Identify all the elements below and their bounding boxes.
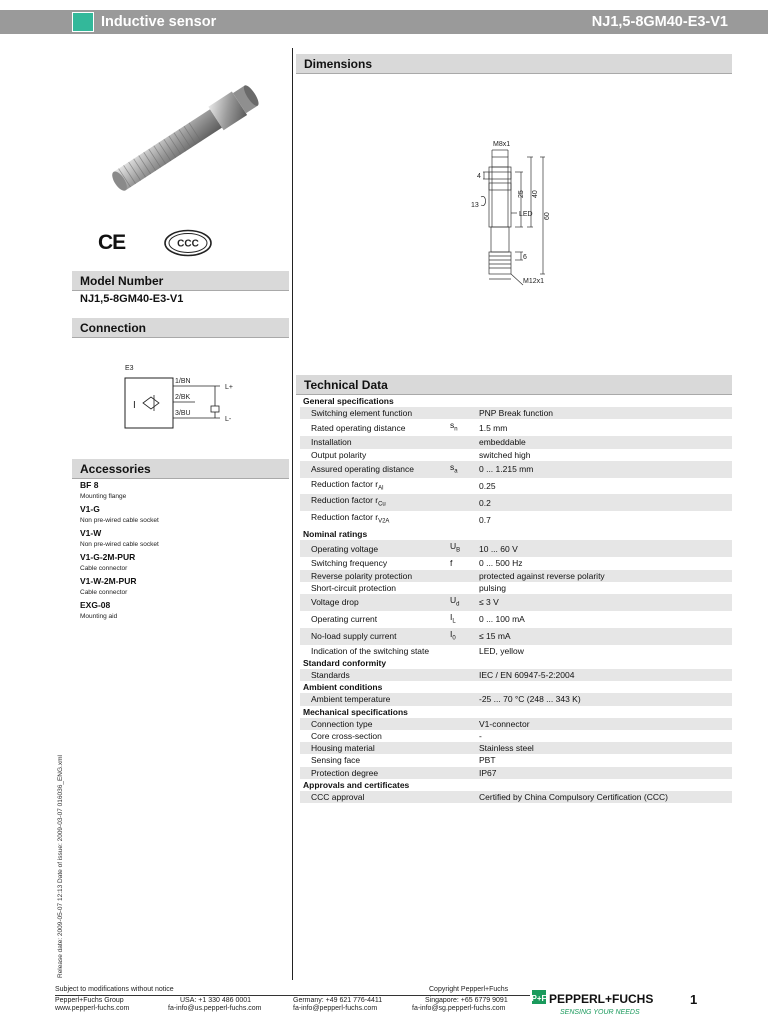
spec-name: Protection degree	[300, 767, 450, 779]
spec-value: -	[479, 731, 482, 742]
svg-text:M8x1: M8x1	[493, 141, 511, 148]
svg-text:40: 40	[532, 190, 539, 198]
footer-notice: Subject to modifications without notice	[55, 986, 174, 993]
spec-symbol: $I_L$	[450, 611, 456, 625]
spec-group-row	[300, 528, 732, 540]
spec-name: No-load supply current	[300, 628, 450, 645]
accessories-heading: Accessories	[72, 459, 289, 479]
spec-row	[300, 419, 732, 436]
spec-name: Housing material	[300, 742, 450, 754]
spec-name: Reduction factor $r_{Al}$	[311, 478, 384, 492]
ce-mark: CE	[98, 231, 126, 254]
svg-text:2/BK: 2/BK	[175, 394, 191, 401]
spec-symbol	[450, 407, 479, 419]
footer-germany-email-link[interactable]: fa-info@pepperl-fuchs.com	[293, 1005, 378, 1012]
dimensions-drawing	[465, 135, 575, 295]
spec-name: Switching element function	[300, 407, 450, 419]
footer-singapore-phone: Singapore: +65 6779 9091	[425, 996, 508, 1004]
spec-name: CCC approval	[300, 791, 450, 803]
spec-value: IP67	[479, 767, 732, 779]
spec-name: Reduction factor $r_{V2A}$	[311, 512, 390, 526]
accessory-item	[80, 600, 159, 622]
accessory-item	[80, 528, 159, 550]
dimensions-heading: Dimensions	[296, 54, 732, 74]
spec-value: Stainless steel	[479, 742, 732, 754]
spec-symbol	[450, 494, 479, 511]
spec-symbol	[450, 791, 479, 803]
spec-value: 0 ... 1.215 mm	[479, 461, 732, 478]
svg-text:6: 6	[523, 254, 527, 261]
spec-value: switched high	[479, 449, 531, 460]
spec-row	[300, 436, 732, 448]
spec-name: Short-circuit protection	[311, 582, 397, 593]
spec-value: Certified by China Compulsory Certification (CCC)	[479, 791, 732, 803]
accessory-name: EXG-08	[80, 600, 111, 610]
spec-name: Standards	[300, 669, 450, 681]
model-number-value: NJ1,5-8GM40-E3-V1	[80, 293, 184, 305]
svg-text:L+: L+	[225, 384, 233, 391]
page-number: 1	[690, 992, 698, 1007]
spec-symbol: $s_n$	[450, 420, 458, 434]
spec-group-title: Mechanical specifications	[303, 706, 408, 717]
product-photo	[95, 75, 275, 195]
accessory-name: V1-W	[80, 528, 102, 538]
accessory-description: Mounting aid	[80, 613, 118, 620]
release-info-vertical: Release date: 2009-05-07 12:13 Date of issue: 2009-03-07 016036_ENG.xml	[57, 755, 64, 978]
spec-group-title: Standard conformity	[303, 657, 387, 668]
spec-symbol: $U_d$	[450, 594, 479, 611]
accessory-item	[80, 552, 159, 574]
svg-text:P+F: P+F	[531, 994, 547, 1003]
spec-group-title: Ambient conditions	[303, 682, 383, 693]
spec-symbol	[450, 478, 479, 495]
spec-value: pulsing	[479, 582, 506, 593]
spec-row	[300, 570, 732, 582]
spec-symbol	[450, 570, 479, 582]
footer-singapore-email-link[interactable]: fa-info@sg.pepperl-fuchs.com	[412, 1005, 506, 1012]
spec-symbol: f	[450, 558, 453, 569]
spec-row	[300, 407, 732, 419]
spec-symbol	[450, 511, 479, 528]
spec-name: Voltage drop	[300, 594, 450, 611]
accessory-name: V1-G-2M-PUR	[80, 552, 136, 562]
spec-name: Sensing face	[311, 755, 361, 766]
spec-row	[300, 611, 732, 628]
header-accent-square	[72, 12, 94, 32]
spec-symbol	[450, 645, 479, 657]
spec-group-row	[300, 779, 732, 791]
spec-name: Connection type	[300, 718, 450, 730]
technical-data-heading: Technical Data	[296, 375, 732, 395]
footer-company: Pepperl+Fuchs Group	[55, 996, 124, 1004]
spec-symbol: $s_a$	[450, 461, 479, 478]
svg-text:25: 25	[518, 190, 525, 198]
spec-group-row	[300, 706, 732, 718]
svg-text:60: 60	[544, 212, 551, 220]
spec-value: PNP Break function	[479, 407, 732, 419]
spec-row	[300, 754, 732, 766]
accessory-description: Non pre-wired cable socket	[80, 541, 159, 548]
spec-value: 0.25	[479, 480, 496, 491]
spec-symbol	[450, 767, 479, 779]
footer-usa-phone: USA: +1 330 486 0001	[180, 996, 252, 1004]
spec-row	[300, 742, 732, 754]
spec-symbol	[450, 742, 479, 754]
spec-name: Operating voltage	[300, 540, 450, 557]
svg-text:SENSING YOUR NEEDS: SENSING YOUR NEEDS	[560, 1009, 640, 1016]
spec-row	[300, 718, 732, 730]
svg-text:E3: E3	[125, 365, 134, 372]
spec-value: ≤ 15 mA	[479, 628, 732, 645]
footer-website-link[interactable]: www.pepperl-fuchs.com	[55, 1005, 130, 1012]
spec-value: PBT	[479, 755, 496, 766]
spec-value: 0.7	[479, 514, 491, 525]
spec-row	[300, 791, 732, 803]
spec-name: Assured operating distance	[300, 461, 450, 478]
spec-row	[300, 582, 732, 594]
accessory-description: Cable connector	[80, 589, 128, 596]
spec-name: Rated operating distance	[311, 422, 406, 433]
spec-name: Core cross-section	[311, 731, 382, 742]
spec-symbol	[450, 436, 479, 448]
spec-symbol	[450, 693, 479, 705]
spec-value: protected against reverse polarity	[479, 570, 732, 582]
spec-row	[300, 628, 732, 645]
spec-name: Ambient temperature	[300, 693, 450, 705]
svg-text:13: 13	[471, 202, 479, 209]
connection-diagram	[115, 360, 255, 435]
spec-value: 10 ... 60 V	[479, 540, 732, 557]
spec-value: V1-connector	[479, 718, 732, 730]
spec-value: ≤ 3 V	[479, 594, 732, 611]
svg-text:4: 4	[477, 173, 481, 180]
svg-text:3/BU: 3/BU	[175, 410, 191, 417]
spec-row	[300, 730, 732, 742]
spec-row	[300, 461, 732, 478]
spec-name: Reduction factor $r_{Cu}$	[300, 494, 450, 511]
spec-name: Switching frequency	[311, 558, 388, 569]
spec-row	[300, 478, 732, 495]
spec-name: Operating current	[311, 614, 378, 625]
spec-row	[300, 557, 732, 569]
model-number-heading: Model Number	[72, 271, 289, 291]
spec-group-title: General specifications	[303, 396, 394, 406]
svg-text:M12x1: M12x1	[523, 278, 545, 285]
header-model-number: NJ1,5-8GM40-E3-V1	[591, 14, 728, 30]
svg-text:L-: L-	[225, 416, 232, 423]
spec-row	[300, 767, 732, 779]
accessories-list	[80, 480, 159, 624]
spec-name: Reverse polarity protection	[300, 570, 450, 582]
spec-row	[300, 693, 732, 705]
spec-symbol	[450, 754, 479, 766]
spec-group-title: Nominal ratings	[303, 529, 368, 540]
spec-row	[300, 494, 732, 511]
accessory-name: V1-W-2M-PUR	[80, 576, 137, 586]
footer-germany-phone: Germany: +49 621 776-4411	[293, 996, 383, 1004]
svg-text:CCC: CCC	[177, 238, 199, 250]
svg-text:LED: LED	[519, 211, 533, 218]
spec-name: Output polarity	[311, 449, 367, 460]
connection-heading: Connection	[72, 318, 289, 338]
spec-group-title: Approvals and certificates	[303, 779, 410, 790]
pepperl-fuchs-logo	[530, 988, 680, 1018]
spec-row	[300, 669, 732, 681]
accessory-description: Non pre-wired cable socket	[80, 517, 159, 524]
spec-symbol	[450, 669, 479, 681]
footer-usa-email-link[interactable]: fa-info@us.pepperl-fuchs.com	[168, 1005, 262, 1012]
spec-symbol	[450, 730, 479, 742]
accessory-description: Mounting flange	[80, 493, 127, 500]
spec-value: LED, yellow	[479, 645, 524, 656]
svg-text:1/BN: 1/BN	[175, 378, 191, 385]
ccc-mark	[163, 229, 213, 257]
technical-data-table	[300, 395, 732, 803]
footer-copyright: Copyright Pepperl+Fuchs	[429, 986, 509, 993]
spec-name: Installation	[300, 436, 450, 448]
spec-row	[300, 540, 732, 557]
svg-text:I: I	[133, 400, 136, 411]
spec-value: 0.2	[479, 494, 732, 511]
accessory-item	[80, 576, 159, 598]
spec-name: Indication of the switching state	[311, 645, 430, 656]
spec-row	[300, 449, 732, 461]
footer	[55, 986, 535, 1014]
spec-symbol	[450, 718, 479, 730]
column-divider	[292, 48, 293, 980]
spec-symbol: $I_0$	[450, 628, 479, 645]
spec-symbol	[450, 449, 479, 461]
accessory-item	[80, 504, 159, 526]
spec-value: 1.5 mm	[479, 422, 508, 433]
spec-symbol: $U_B$	[450, 540, 479, 557]
spec-value: embeddable	[479, 436, 732, 448]
spec-row	[300, 594, 732, 611]
spec-value: IEC / EN 60947-5-2:2004	[479, 669, 732, 681]
spec-group-row	[300, 681, 732, 693]
spec-group-row	[300, 395, 732, 407]
spec-row	[300, 645, 732, 657]
page-title: Inductive sensor	[101, 14, 217, 30]
spec-value: 0 ... 100 mA	[479, 614, 525, 625]
svg-text:PEPPERL+FUCHS: PEPPERL+FUCHS	[549, 992, 654, 1006]
spec-value: -25 ... 70 °C (248 ... 343 K)	[479, 693, 732, 705]
spec-value: 0 ... 500 Hz	[479, 558, 523, 569]
spec-row	[300, 511, 732, 528]
spec-symbol	[450, 582, 479, 594]
accessory-name: BF 8	[80, 480, 99, 490]
accessory-item	[80, 480, 159, 502]
accessory-description: Cable connector	[80, 565, 128, 572]
accessory-name: V1-G	[80, 504, 100, 514]
spec-group-row	[300, 657, 732, 669]
